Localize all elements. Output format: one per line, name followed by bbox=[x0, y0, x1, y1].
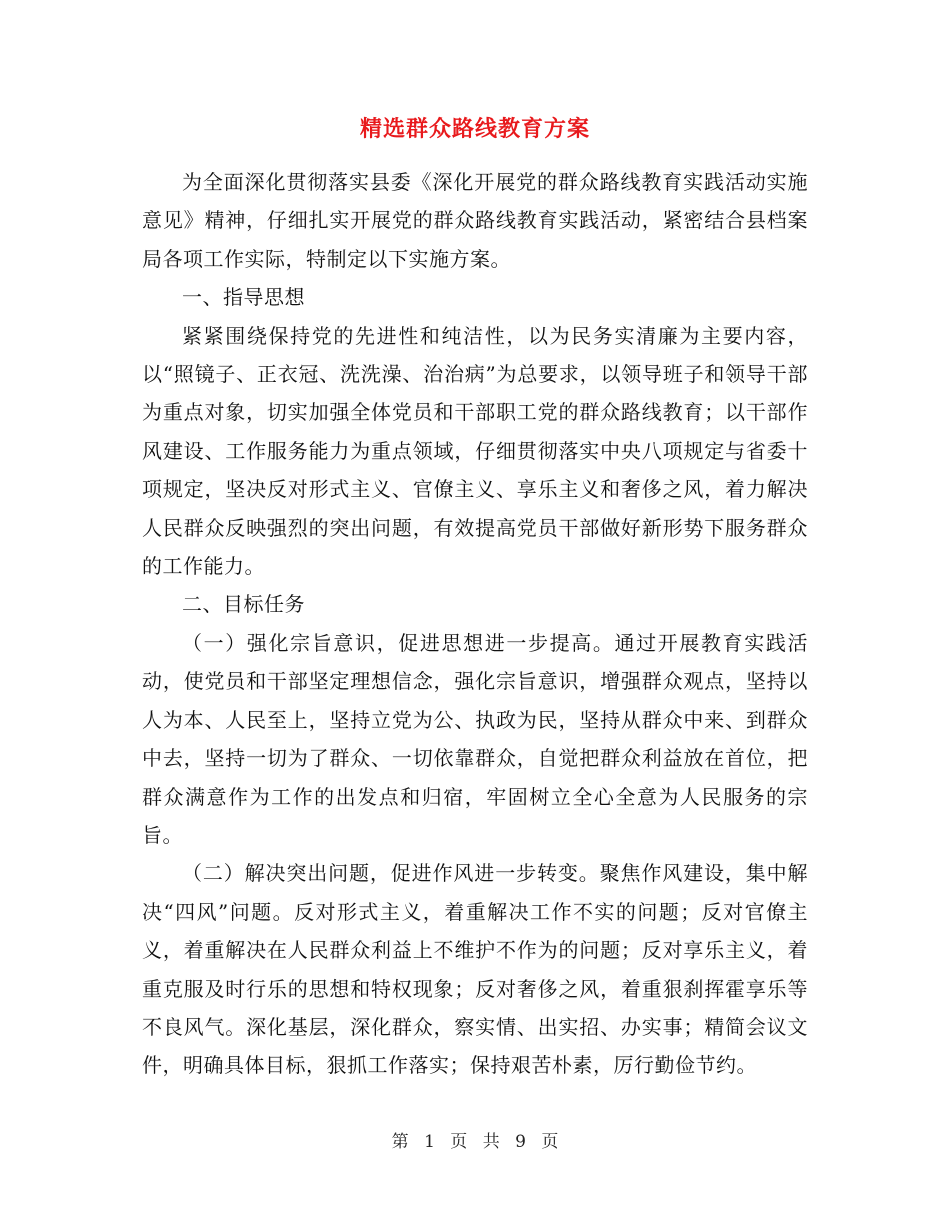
section-heading-guiding-thought: 一、指导思想 bbox=[182, 285, 305, 310]
document-title: 精选群众路线教育方案 bbox=[359, 116, 590, 142]
guiding-thought-paragraph: 紧紧围绕保持党的先进性和纯洁性，以为民务实清廉为主要内容，以“照镜子、正衣冠、洗洗澡、治治病”为总要求，以领导班子和领导干部为重点对象，切实加强全体党员和干部职工党的群众路线教育；以干部作风建设、工作服务能力为重点领域，仔细贯彻落实中央八项规定与省委十项规定，坚决反对形式主义、官僚主义、享乐主义和奢侈之风，着力解决人民群众反映强烈的突出问题，有效提高党员干部做好新形势下服务群众的工作能力。 bbox=[142, 323, 808, 579]
document-body bbox=[142, 163, 808, 1085]
footer-prefix: 第 bbox=[391, 1132, 409, 1152]
goal-item-1-paragraph: （一）强化宗旨意识，促进思想进一步提高。通过开展教育实践活动，使党员和干部坚定理想信念，强化宗旨意识，增强群众观点，坚持以人为本、人民至上，坚持立党为公、执政为民，坚持从群众中来、到群众中去，坚持一切为了群众、一切依靠群众，自觉把群众利益放在首位，把群众满意作为工作的出发点和归宿，牢固树立全心全意为人民服务的宗旨。 bbox=[142, 630, 808, 847]
page-footer bbox=[0, 1127, 950, 1152]
intro-paragraph: 为全面深化贯彻落实县委《深化开展党的群众路线教育实践活动实施意见》精神，仔细扎实开展党的群众路线教育实践活动，紧密结合县档案局各项工作实际，特制定以下实施方案。 bbox=[142, 170, 808, 271]
footer-page-unit: 页 bbox=[450, 1132, 468, 1152]
section-heading-goals: 二、目标任务 bbox=[182, 592, 305, 617]
current-page-number: 1 bbox=[424, 1132, 435, 1152]
goal-item-2-paragraph: （二）解决突出问题，促进作风进一步转变。聚焦作风建设，集中解决“四风”问题。反对形式主义，着重解决工作不实的问题；反对官僚主义，着重解决在人民群众利益上不维护不作为的问题；反对享乐主义，着重克服及时行乐的思想和特权现象；反对奢侈之风，着重狠刹挥霍享乐等不良风气。深化基层，深化群众，察实情、出实招、办实事；精简会议文件，明确具体目标，狠抓工作落实；保持艰苦朴素，厉行勤俭节约。 bbox=[142, 861, 808, 1078]
footer-total-unit: 页 bbox=[541, 1132, 559, 1152]
footer-total-prefix: 共 bbox=[482, 1132, 500, 1152]
total-page-count: 9 bbox=[515, 1132, 526, 1152]
